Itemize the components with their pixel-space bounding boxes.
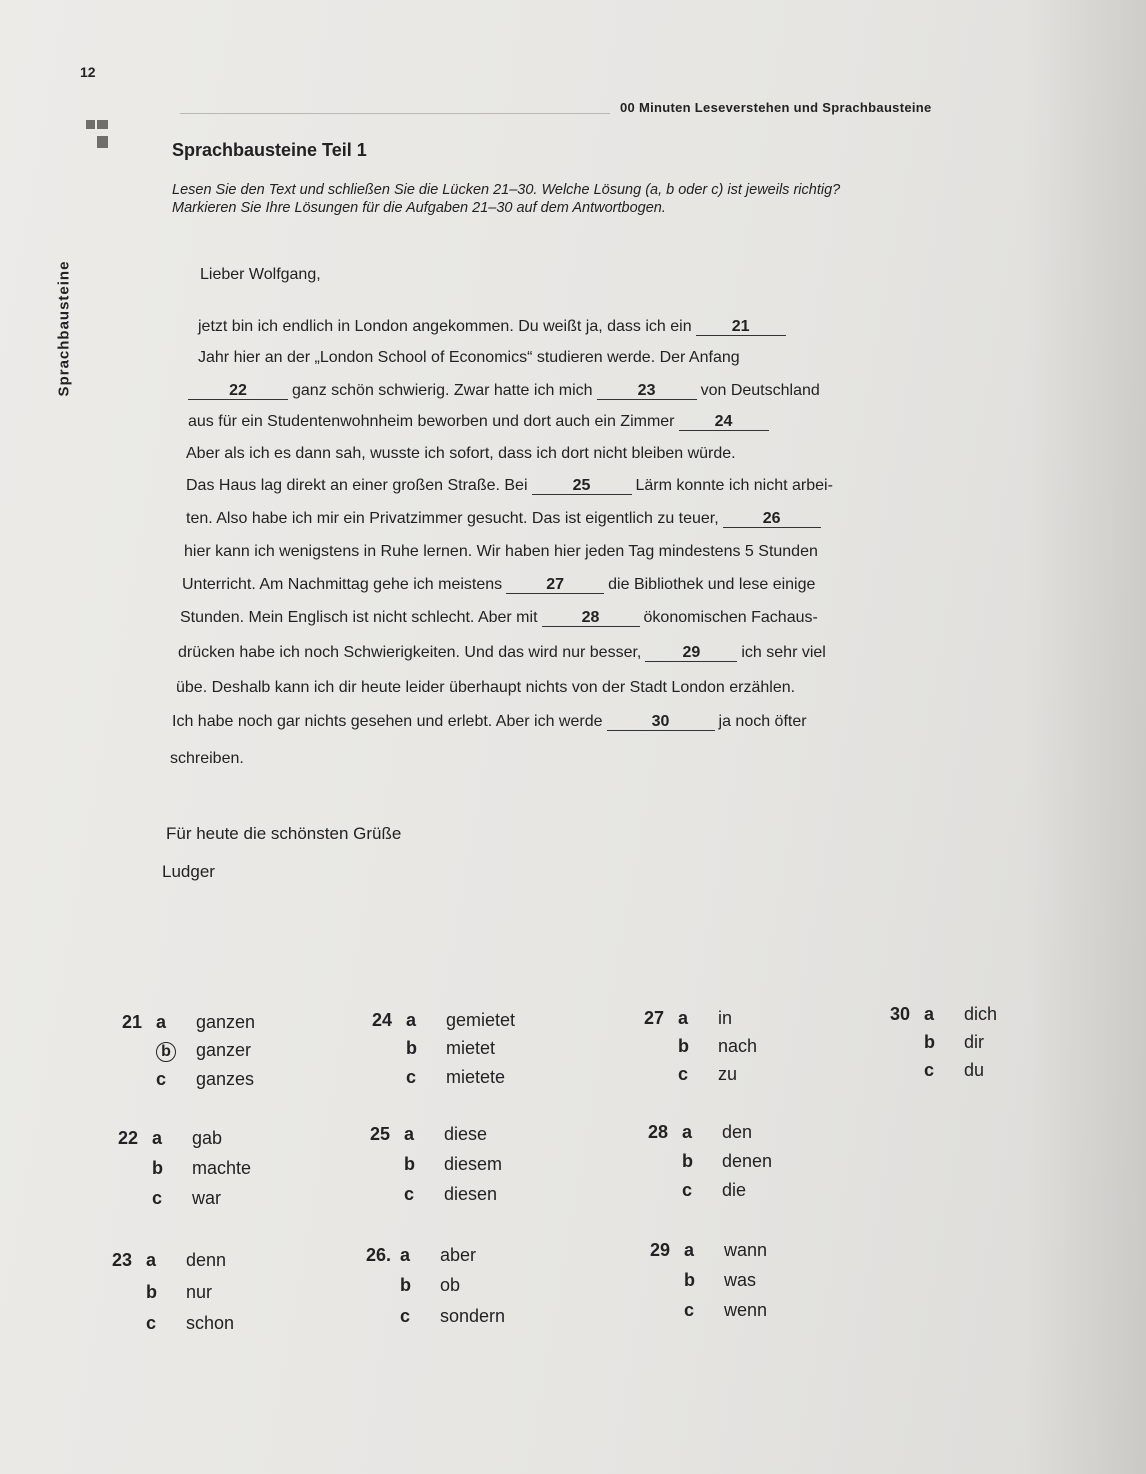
letter-line (182, 576, 815, 594)
option-text: in (718, 1008, 733, 1028)
option-25b[interactable] (370, 1154, 502, 1175)
gap-30: 30 (607, 714, 715, 731)
option-text: mietete (446, 1067, 506, 1087)
text-segment: aus für ein Studentenwohnheim beworben und dort auch ein Zimmer (188, 413, 675, 430)
option-23c[interactable] (112, 1313, 234, 1334)
option-text: diesem (444, 1154, 503, 1174)
page-title: Sprachbausteine Teil 1 (172, 140, 367, 160)
letter-line (198, 349, 740, 367)
option-letter: a (684, 1240, 695, 1260)
option-letter: a (156, 1012, 167, 1032)
letter-line (178, 644, 826, 662)
page-number: 12 (80, 64, 96, 80)
option-text: dir (964, 1032, 985, 1052)
option-letter: c (684, 1300, 695, 1320)
option-text: zu (718, 1064, 738, 1084)
option-letter: a (406, 1010, 417, 1030)
option-text: ganzer (196, 1040, 252, 1060)
option-text: dich (964, 1004, 998, 1024)
option-text: nur (186, 1282, 213, 1302)
option-22c[interactable] (118, 1188, 221, 1209)
letter-signature: Ludger (162, 862, 215, 881)
header-rule (180, 113, 610, 114)
question-number: 23 (112, 1250, 133, 1270)
option-text: was (724, 1270, 757, 1290)
text-segment: ökonomischen Fachaus- (643, 609, 818, 626)
text-segment: jetzt bin ich endlich in London angekommen. Du weißt ja, dass ich ein (198, 318, 692, 335)
option-letter: c (678, 1064, 689, 1084)
option-text: den (722, 1122, 753, 1142)
letter-line (176, 679, 795, 697)
option-letter: b (400, 1275, 411, 1295)
option-letter: c (682, 1180, 693, 1200)
question-number: 30 (890, 1004, 911, 1024)
side-label (34, 250, 90, 430)
option-letter: b (146, 1282, 157, 1302)
gap-23: 23 (597, 383, 697, 400)
option-text: ob (440, 1275, 461, 1295)
option-29b[interactable] (650, 1270, 756, 1291)
option-21a[interactable] (122, 1012, 255, 1033)
gap-22: 22 (188, 383, 288, 400)
option-21b[interactable] (122, 1040, 251, 1062)
gap-26: 26 (723, 511, 821, 528)
letter-closing: Für heute die schönsten Grüße (166, 824, 402, 843)
text-segment: Unterricht. Am Nachmittag gehe ich meistens (182, 576, 503, 593)
option-30a[interactable] (890, 1004, 997, 1025)
option-text: aber (440, 1245, 477, 1265)
option-text: war (192, 1188, 222, 1208)
option-27a[interactable] (644, 1008, 732, 1029)
option-29a[interactable] (650, 1240, 767, 1261)
question-number: 22 (118, 1128, 139, 1148)
option-text: gemietet (446, 1010, 516, 1030)
option-23a[interactable] (112, 1250, 226, 1271)
question-number: 28 (648, 1122, 669, 1142)
text-segment: Ich habe noch gar nichts gesehen und erlebt. Aber ich werde (172, 713, 603, 730)
option-26a[interactable] (366, 1245, 476, 1266)
text-segment: ich sehr viel (741, 644, 826, 661)
option-30c[interactable] (890, 1060, 984, 1081)
gap-24: 24 (679, 414, 769, 431)
letter-salutation: Lieber Wolfgang, (200, 266, 321, 283)
option-text: denn (186, 1250, 227, 1270)
option-text: wann (724, 1240, 768, 1260)
option-text: ganzes (196, 1069, 255, 1089)
option-letter: a (682, 1122, 693, 1142)
option-27c[interactable] (644, 1064, 737, 1085)
section-header: 00 Minuten Leseverstehen und Sprachbausteine (620, 100, 932, 115)
text-segment: ganz schön schwierig. Zwar hatte ich mich (292, 382, 593, 399)
option-letter: a (404, 1124, 415, 1144)
letter-line (180, 609, 818, 627)
text-segment: drücken habe ich noch Schwierigkeiten. Und das wird nur besser, (178, 644, 642, 661)
option-text: die (722, 1180, 747, 1200)
option-text: schon (186, 1313, 235, 1333)
gap-27: 27 (506, 577, 604, 594)
option-letter: a (924, 1004, 935, 1024)
question-number: 25 (370, 1124, 391, 1144)
option-21c[interactable] (122, 1069, 254, 1090)
letter-line (198, 318, 790, 336)
letter-line (184, 543, 818, 561)
text-segment: Das Haus lag direkt an einer großen Straße. Bei (186, 477, 528, 494)
option-26c[interactable] (366, 1306, 505, 1327)
text-segment: Stunden. Mein Englisch ist nicht schlecht. Aber mit (180, 609, 538, 626)
option-letter: a (400, 1245, 411, 1265)
option-letter: a (152, 1128, 163, 1148)
option-25c[interactable] (370, 1184, 497, 1205)
option-29c[interactable] (650, 1300, 767, 1321)
gap-25: 25 (532, 478, 632, 495)
question-number: 26. (366, 1245, 392, 1265)
option-25a[interactable] (370, 1124, 487, 1145)
option-text: gab (192, 1128, 223, 1148)
text-segment: hier kann ich wenigstens in Ruhe lernen. Wir haben hier jeden Tag mindestens 5 Stunden (184, 543, 818, 560)
option-letter: c (404, 1184, 415, 1204)
instruction-line-2: Markieren Sie Ihre Lösungen für die Aufgaben 21–30 auf dem Antwortbogen. (172, 200, 666, 216)
text-segment: ja noch öfter (718, 713, 807, 730)
letter-line (186, 510, 825, 528)
text-segment: Aber als ich es dann sah, wusste ich sofort, dass ich dort nicht bleiben würde. (186, 445, 736, 462)
option-text: du (964, 1060, 985, 1080)
option-text: wenn (724, 1300, 768, 1320)
option-text: ganzen (196, 1012, 256, 1032)
letter-line (186, 477, 833, 495)
option-letter: b (678, 1036, 689, 1056)
option-letter: b (924, 1032, 935, 1052)
letter-line (188, 382, 820, 400)
side-label-text: Sprachbausteine (55, 260, 73, 397)
option-letter: b (406, 1038, 417, 1058)
question-number: 21 (122, 1012, 143, 1032)
text-segment: schreiben. (170, 750, 244, 767)
text-segment: Lärm konnte ich nicht arbei- (635, 477, 833, 494)
gap-28: 28 (542, 610, 640, 627)
option-letter: b (684, 1270, 695, 1290)
option-text: mietet (446, 1038, 496, 1058)
option-letter: b (152, 1158, 163, 1178)
option-26b[interactable] (366, 1275, 460, 1296)
gap-29: 29 (645, 645, 737, 662)
question-number: 27 (644, 1008, 665, 1028)
letter-line (186, 445, 736, 463)
option-22b[interactable] (118, 1158, 251, 1179)
option-letter: b (404, 1154, 415, 1174)
option-text: nach (718, 1036, 758, 1056)
letter-line (170, 750, 244, 768)
option-letter: b (682, 1151, 693, 1171)
option-22a[interactable] (118, 1128, 222, 1149)
text-segment: ten. Also habe ich mir ein Privatzimmer gesucht. Das ist eigentlich zu teuer, (186, 510, 719, 527)
option-letter: c (156, 1069, 167, 1089)
option-letter: c (152, 1188, 163, 1208)
option-text: diese (444, 1124, 488, 1144)
text-segment: Jahr hier an der „London School of Economics“ studieren werde. Der Anfang (198, 349, 740, 366)
option-letter: a (678, 1008, 689, 1028)
text-segment: übe. Deshalb kann ich dir heute leider überhaupt nichts von der Stadt London erzählen. (176, 679, 796, 696)
selected-answer-circle-icon: b (156, 1042, 176, 1062)
option-letter: c (406, 1067, 417, 1087)
option-28b[interactable] (648, 1151, 772, 1172)
text-segment: die Bibliothek und lese einige (608, 576, 816, 593)
option-24a[interactable] (372, 1010, 515, 1031)
question-number: 29 (650, 1240, 671, 1260)
option-23b[interactable] (112, 1282, 212, 1303)
question-number: 24 (372, 1010, 393, 1030)
option-24c[interactable] (372, 1067, 505, 1088)
letter-line (172, 713, 807, 731)
option-24b[interactable] (372, 1038, 495, 1059)
option-text: denen (722, 1151, 773, 1171)
option-letter: c (146, 1313, 157, 1333)
gap-21: 21 (696, 319, 786, 336)
option-27b[interactable] (644, 1036, 757, 1057)
page-shadow (1026, 0, 1146, 1474)
option-text: diesen (444, 1184, 498, 1204)
section-marker-icon (86, 120, 108, 154)
letter-line (188, 413, 773, 431)
option-28a[interactable] (648, 1122, 752, 1143)
option-text: sondern (440, 1306, 506, 1326)
option-28c[interactable] (648, 1180, 746, 1201)
option-30b[interactable] (890, 1032, 984, 1053)
text-segment: von Deutschland (700, 382, 820, 399)
option-text: machte (192, 1158, 252, 1178)
option-letter: c (924, 1060, 935, 1080)
instruction-line-1: Lesen Sie den Text und schließen Sie die Lücken 21–30. Welche Lösung (a, b oder c) ist jeweils richtig? (172, 182, 841, 198)
option-letter: a (146, 1250, 157, 1270)
option-letter: c (400, 1306, 411, 1326)
